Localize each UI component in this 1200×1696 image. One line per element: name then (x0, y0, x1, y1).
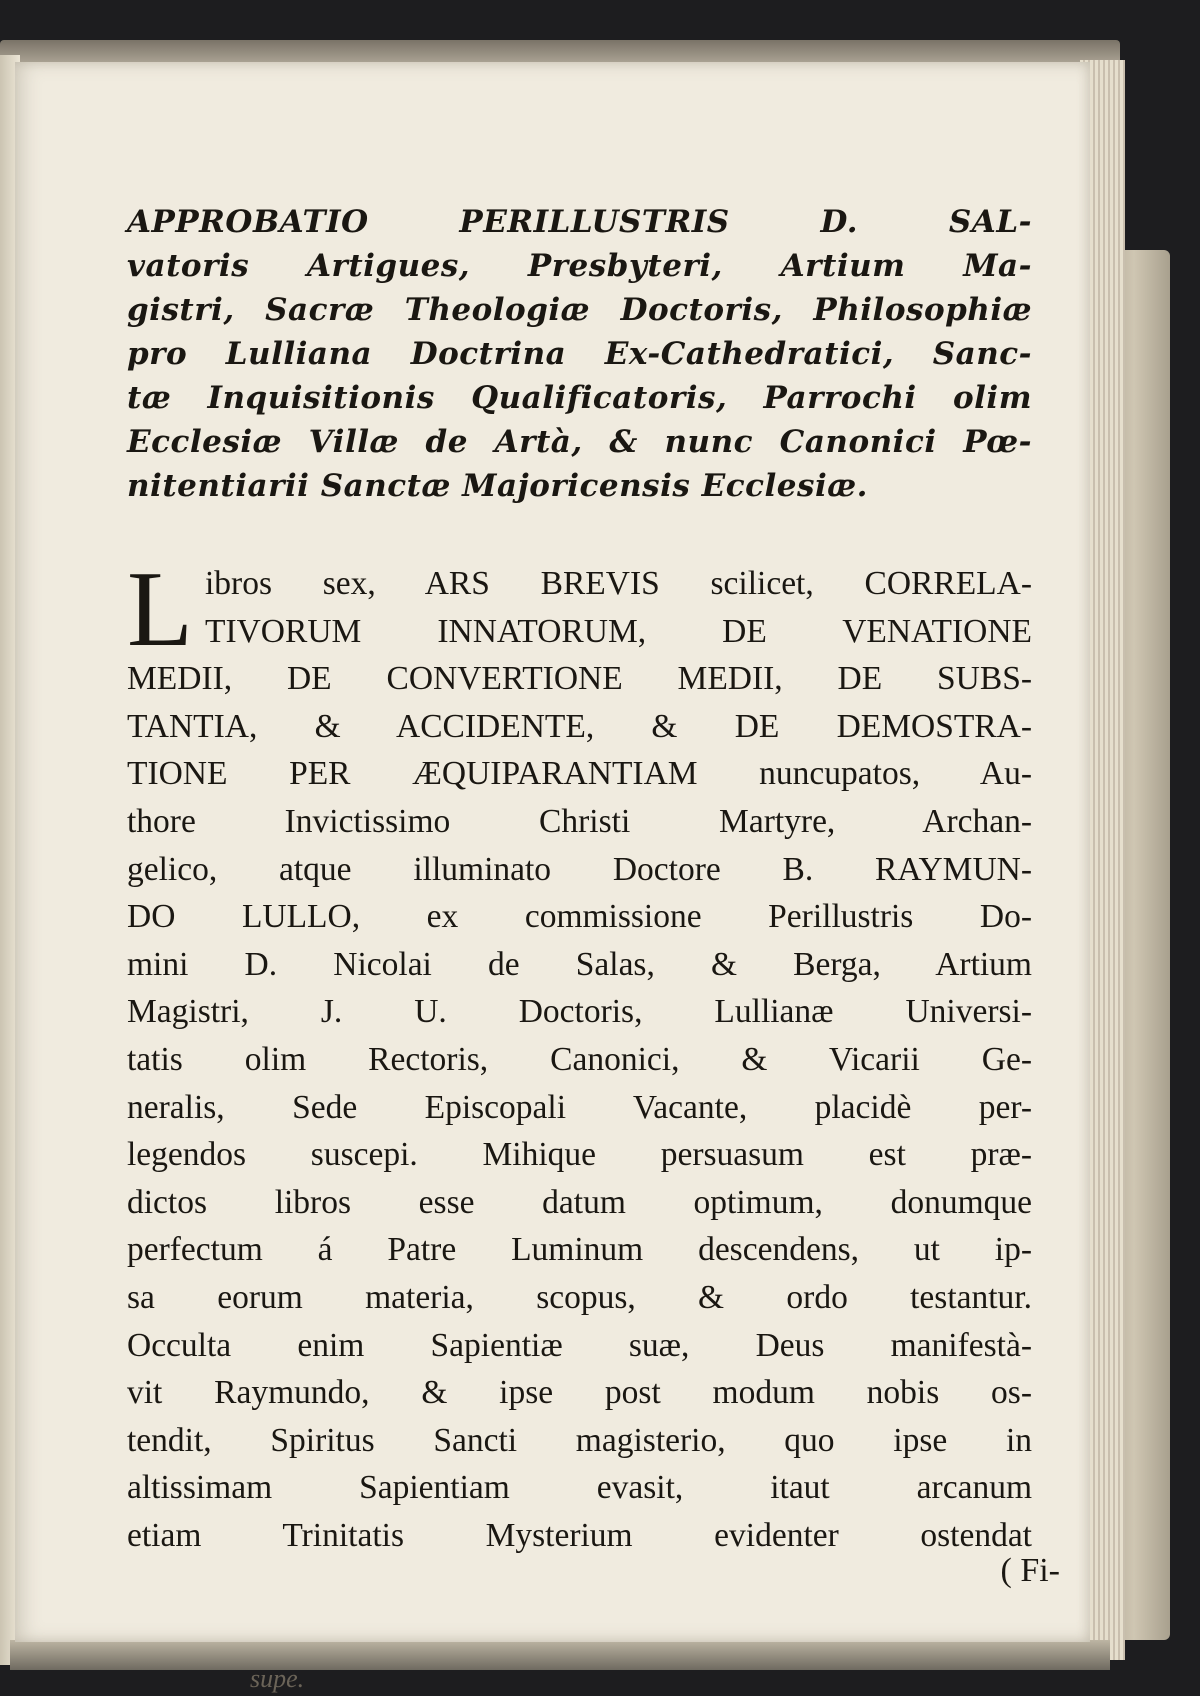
body-line: TIONE PER ÆQUIPARANTIAM nuncupatos, Au- (127, 755, 1032, 793)
body-line: DO LULLO, ex commissione Perillustris Do- (127, 898, 1032, 936)
body-line: tendit, Spiritus Sancti magisterio, quo ipse in (127, 1421, 1032, 1459)
body-line: mini D. Nicolai de Salas, & Berga, Artium (127, 945, 1032, 983)
body-line: vit Raymundo, & ipse post modum nobis os- (127, 1374, 1032, 1412)
book-page (15, 62, 1090, 1693)
body-line: TIVORUM INNATORUM, DE VENATIONE (205, 612, 1032, 650)
catchword: ( Fi- (1000, 1552, 1060, 1589)
body-line: Magistri, J. U. Doctoris, Lullianæ Universi- (127, 993, 1032, 1031)
heading-line: Ecclesiæ Villæ de Artà, & nunc Canonici Pœ- (127, 424, 1032, 460)
bleed-through-marginalia: supe. (250, 1664, 305, 1693)
heading-line: gistri, Sacræ Theologiæ Doctoris, Philosophiæ (127, 292, 1032, 328)
body-line: thore Invictissimo Christi Martyre, Archan- (127, 802, 1032, 840)
body-line: altissimam Sapientiam evasit, itaut arcanum (127, 1469, 1032, 1507)
heading-line: APPROBATIO PERILLUSTRIS D. SAL- (127, 204, 1032, 240)
drop-cap: L (127, 550, 193, 669)
heading-line: vatoris Artigues, Presbyteri, Artium Ma- (127, 248, 1032, 284)
body-line: gelico, atque illuminato Doctore B. RAYMUN- (127, 850, 1032, 888)
body-line: sa eorum materia, scopus, & ordo testantur. (127, 1278, 1032, 1316)
page-content (127, 200, 1032, 1559)
heading-line: pro Lulliana Doctrina Ex-Cathedratici, Sanc- (127, 336, 1032, 372)
body-line: neralis, Sede Episcopali Vacante, placidè per- (127, 1088, 1032, 1126)
body-line: dictos libros esse datum optimum, donumque (127, 1183, 1032, 1221)
body-line: Occulta enim Sapientiæ suæ, Deus manifestà- (127, 1326, 1032, 1364)
body-line: tatis olim Rectoris, Canonici, & Vicarii Ge- (127, 1040, 1032, 1078)
body-line: ibros sex, ARS BREVIS scilicet, CORRELA- (205, 565, 1032, 602)
body-line: MEDII, DE CONVERTIONE MEDII, DE SUBS- (127, 660, 1032, 698)
body-line: legendos suscepi. Mihique persuasum est præ- (127, 1136, 1032, 1174)
approbation-heading (127, 200, 1032, 508)
body-line: perfectum á Patre Luminum descendens, ut ip- (127, 1231, 1032, 1269)
heading-line: nitentiarii Sanctæ Majoricensis Ecclesiæ. (127, 468, 868, 504)
book-bottom-edge (10, 1640, 1110, 1670)
body-line: TANTIA, & ACCIDENTE, & DE DEMOSTRA- (127, 707, 1032, 745)
body-line: etiam Trinitatis Mysterium evidenter ostendat (127, 1516, 1032, 1554)
heading-line: tæ Inquisitionis Qualificatoris, Parrochi olim (127, 380, 1032, 416)
approbation-body (127, 550, 1032, 1559)
